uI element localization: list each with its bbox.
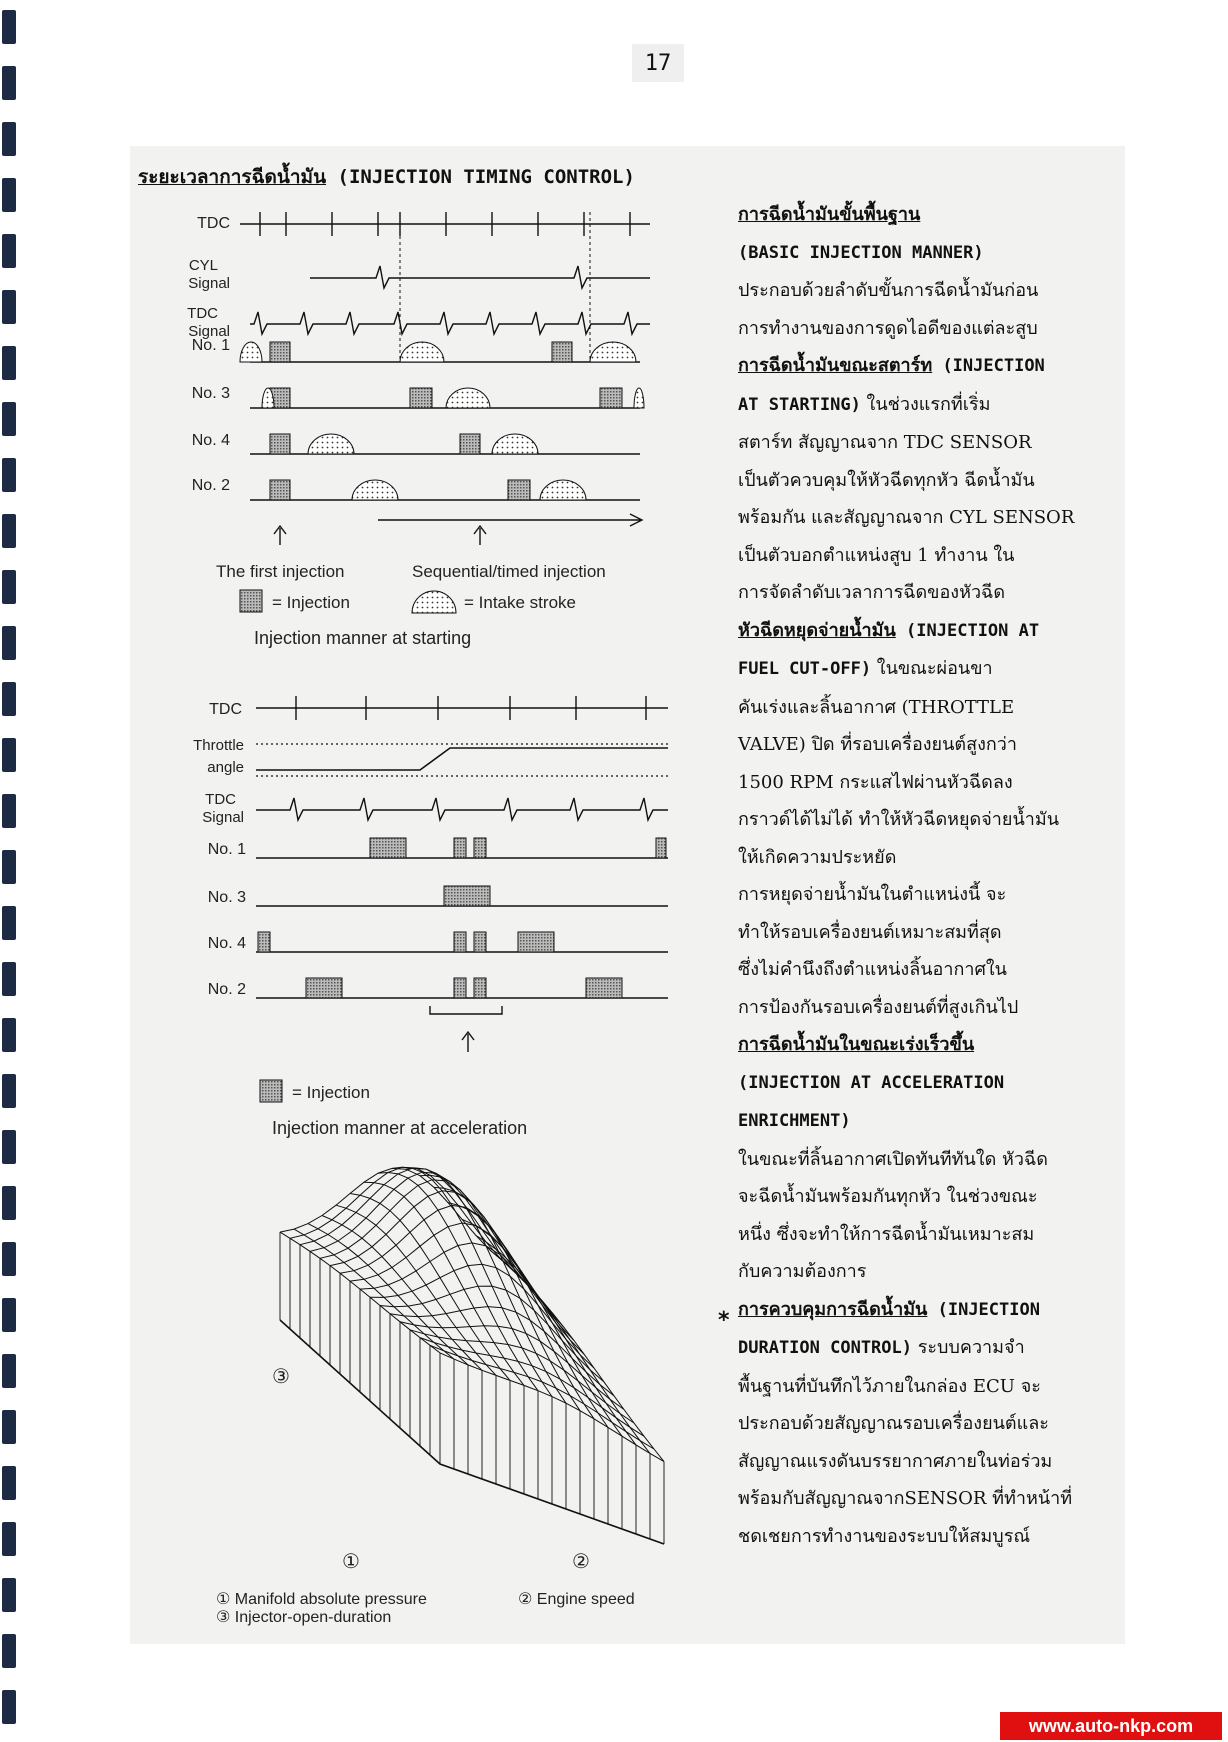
injection-pulse [474,932,486,952]
text-line [738,386,1118,425]
text-line [738,1368,1118,1406]
text-run: ระบบความจำ [912,1337,1025,1358]
subheading: หัวฉีดหยุดจ่ายน้ำมัน [738,619,896,641]
injection-pulse [586,978,622,998]
bracket [430,1006,502,1014]
row-label-tdc: TDC [197,215,230,232]
acceleration-caption: Injection manner at acceleration [272,1118,528,1138]
binding-ring [2,1130,16,1164]
text-line [738,1291,1118,1330]
text-line [738,499,1118,537]
text-run: ในขณะที่ลิ้นอากาศเปิดทันทีทันใด หัวฉีด [738,1148,1048,1170]
row-label-tdc-signal: Signal [188,323,230,340]
row-label-cylinder: No. 2 [207,981,246,998]
bullet-star: * [718,1308,730,1333]
binding-ring [2,1410,16,1444]
injection-pulse [518,932,554,952]
row-label-tdc2: TDC [187,305,218,322]
text-line [738,1480,1118,1518]
text-run: ในช่วงแรกที่เริ่ม [860,393,991,415]
map-grid-line [330,1191,554,1315]
binding-ring [2,1466,16,1500]
binding-ring [2,178,16,212]
injection-pulse [454,932,466,952]
binding-ring [2,1690,16,1724]
binding-ring [2,962,16,996]
binding-ring [2,850,16,884]
site-watermark: www.auto-nkp.com [1000,1712,1222,1740]
text-run: การป้องกันรอบเครื่องยนต์ที่สูงเกินไป [738,996,1019,1018]
injection-pulse [270,434,290,454]
text-run: เป็นตัวบอกตำแหน่งสูบ 1 ทำงาน ใน [738,544,1015,566]
text-line [738,537,1118,575]
binding-ring [2,626,16,660]
binding-ring [2,906,16,940]
up-arrow-icon [474,526,486,545]
text-run: DURATION CONTROL) [738,1338,912,1358]
injection-pulse [306,978,342,998]
text-run: หนึ่ง ซึ่งจะทำให้การฉีดน้ำมันเหมาะสม [738,1223,1035,1245]
text-run: (INJECTION [932,356,1045,376]
binding-ring [2,570,16,604]
injection-pulse [410,388,432,408]
subheading: การควบคุมการฉีดน้ำมัน [738,1298,928,1320]
intake-stroke [634,388,644,408]
starting-caption: Injection manner at starting [254,628,472,648]
binding-ring [2,290,16,324]
binding-ring [2,1186,16,1220]
text-line [738,1405,1118,1443]
injection-pulse [454,838,466,858]
row-label-cyl-signal: Signal [188,275,230,292]
text-line [738,1102,1118,1141]
text-run: (BASIC INJECTION MANNER) [738,242,984,263]
throttle-trace [256,748,668,770]
text-run: 1500 RPM กระแสไฟผ่านหัวฉีดลง [738,771,1013,793]
text-line [738,989,1118,1027]
text-run: ชดเชยการทำงานของระบบให้สมบูรณ์ [738,1525,1031,1547]
text-run: พื้นฐานที่บันทึกไว้ภายในกล่อง ECU จะ [738,1375,1041,1397]
text-run: พร้อมกับสัญญาณจากSENSOR ที่ทำหน้าที่ [738,1488,1073,1509]
text-line [738,764,1118,802]
legend-intake-swatch [412,591,456,613]
legend-intake-label: = Intake stroke [464,593,576,612]
text-line [738,574,1118,612]
text-line [738,196,1118,234]
heading-english: (INJECTION TIMING CONTROL) [337,166,635,188]
explanation-text [738,196,1118,1555]
text-run: AT STARTING) [738,394,861,415]
text-line [738,801,1118,839]
binding-ring [2,682,16,716]
binding-ring [2,10,16,44]
row-label-cylinder: No. 3 [191,385,230,402]
intake-stroke [308,434,354,454]
text-line [738,1141,1118,1179]
binding-ring [2,458,16,492]
row-label-tdc: TDC [209,701,242,718]
intake-stroke [400,342,444,362]
injection-pulse [656,838,666,858]
legend-injection-swatch-2 [260,1080,282,1102]
text-run: กราวด์ได้ไม่ได้ ทำให้หัวฉีดหยุดจ่ายน้ำมัน [738,809,1060,830]
text-run: คันเร่งและลิ้นอากาศ (THROTTLE [738,696,1015,718]
up-arrow-icon [274,526,286,545]
text-line [738,839,1118,877]
injection-pulse [444,886,490,906]
spiral-binding [0,0,30,1742]
binding-ring [2,1578,16,1612]
text-line [738,914,1118,952]
signal-trace [256,798,668,820]
text-line [738,310,1118,348]
text-run: VALVE) ปิด ที่รอบเครื่องยนต์สูงกว่า [738,734,1017,755]
intake-stroke [352,480,398,500]
intake-stroke [540,480,586,500]
injection-pulse [258,932,270,952]
text-run: ซึ่งไม่คำนึงถึงตำแหน่งลิ้นอากาศใน [738,959,1007,980]
injection-duration-map [280,1167,664,1544]
text-run: (INJECTION AT [895,620,1040,641]
injection-pulse [600,388,622,408]
binding-ring [2,1298,16,1332]
text-line [738,1253,1118,1291]
row-label-throttle: Throttle [193,737,244,754]
legend-manifold-pressure: ① Manifold absolute pressure [216,1591,427,1608]
intake-stroke [590,342,636,362]
text-line [738,1064,1118,1103]
marker-1: ① [342,1551,360,1573]
section-heading [138,162,635,192]
injection-pulse [508,480,530,500]
marker-2: ② [572,1551,590,1573]
injection-pulse [270,480,290,500]
text-run: กับความต้องการ [738,1261,867,1282]
text-run: จะฉีดน้ำมันพร้อมกันทุกหัว ในช่วงขณะ [738,1186,1038,1207]
binding-ring [2,1074,16,1108]
legend-injection-swatch [240,590,262,612]
text-line [738,726,1118,764]
up-arrow-icon [462,1032,474,1052]
binding-ring [2,1354,16,1388]
binding-ring [2,1242,16,1276]
text-run: การทำงานของการดูดไอดีของแต่ละสูบ [738,317,1038,339]
map-grid-line [504,1262,664,1462]
text-line [738,1518,1118,1556]
text-line [738,1443,1118,1481]
acceleration-diagram [193,696,668,1052]
text-run: ENRICHMENT) [738,1111,851,1131]
injection-pulse [370,838,406,858]
text-run: เป็นตัวควบคุมให้หัวฉีดทุกหัว ฉีดน้ำมัน [738,469,1035,491]
text-line [738,876,1118,914]
text-line [738,272,1118,310]
text-run: สัญญาณแรงดันบรรยากาศภายในท่อร่วม [738,1450,1053,1472]
signal-trace [310,266,650,288]
row-label-cylinder: No. 1 [191,337,230,354]
marker-3: ③ [272,1366,290,1388]
binding-ring [2,66,16,100]
map-grid-line [322,1216,482,1371]
binding-ring [2,346,16,380]
sequential-injection-label: Sequential/timed injection [412,562,606,581]
text-line [738,234,1118,273]
legend-injection-label-2: = Injection [292,1083,370,1102]
legend-engine-speed: ② Engine speed [518,1591,635,1608]
row-label-cylinder: No. 4 [191,432,230,449]
binding-ring [2,402,16,436]
legend-injector-duration: ③ Injector-open-duration [216,1609,392,1626]
legend-injection-label: = Injection [272,593,350,612]
binding-ring [2,738,16,772]
binding-ring [2,122,16,156]
text-run: ทำให้รอบเครื่องยนต์เหมาะสมที่สุด [738,921,1002,943]
binding-ring [2,1018,16,1052]
starting-diagram [187,212,650,545]
text-line [738,689,1118,727]
text-run: FUEL CUT-OFF) [738,659,872,679]
text-run: การจัดลำดับเวลาการฉีดของหัวฉีด [738,582,1006,603]
row-label-cylinder: No. 3 [207,889,246,906]
first-injection-label: The first injection [216,562,345,581]
text-run: (INJECTION AT ACCELERATION [738,1072,1005,1093]
binding-ring [2,794,16,828]
binding-ring [2,1634,16,1668]
text-line [738,424,1118,462]
text-run: ประกอบด้วยลำดับขั้นการฉีดน้ำมันก่อน [738,280,1039,301]
text-run: พร้อมกัน และสัญญาณจาก CYL SENSOR [738,507,1075,528]
subheading: การฉีดน้ำมันขั้นพื้นฐาน [738,204,921,225]
text-run: การหยุดจ่ายน้ำมันในตำแหน่งนี้ จะ [738,884,1007,905]
text-line [738,612,1118,651]
text-run: สตาร์ท สัญญาณจาก TDC SENSOR [738,432,1032,453]
text-line [738,1026,1118,1064]
map-grid-line [308,1224,468,1365]
map-grid-line [420,1175,580,1410]
injection-pulse [474,978,486,998]
row-label-angle: angle [207,759,244,776]
row-label-cyl: CYL [188,257,218,274]
text-line [738,951,1118,989]
intake-stroke [446,388,490,408]
map-base-edge [280,1320,664,1544]
row-label-cylinder: No. 1 [207,841,246,858]
subheading: การฉีดน้ำมันขณะสตาร์ท [738,355,933,376]
text-line [738,1216,1118,1254]
page-number: 17 [632,44,684,82]
intake-stroke [240,342,262,362]
map-grid-line [490,1250,650,1453]
text-line [738,1329,1118,1368]
injection-pulse [460,434,480,454]
text-line [738,347,1118,386]
binding-ring [2,1522,16,1556]
injection-pulse [270,342,290,362]
row-label-tdc2: TDC [205,791,236,808]
injection-pulse [474,838,486,858]
heading-thai: ระยะเวลาการฉีดน้ำมัน [138,166,327,188]
row-label-cylinder: No. 2 [191,477,230,494]
map-grid-line [434,1187,594,1418]
binding-ring [2,514,16,548]
injection-timing-diagrams [130,190,690,1650]
text-run: (INJECTION [927,1299,1040,1320]
subheading: การฉีดน้ำมันในขณะเร่งเร็วขึ้น [738,1034,975,1055]
row-label-cylinder: No. 4 [207,935,246,952]
text-run: ให้เกิดความประหยัด [738,846,897,868]
text-line [738,1178,1118,1216]
injection-pulse [454,978,466,998]
text-line [738,462,1118,500]
text-run: ในขณะผ่อนขา [871,658,993,679]
text-line [738,650,1118,689]
row-label-tdc-signal: Signal [202,809,244,826]
text-run: ประกอบด้วยสัญญาณรอบเครื่องยนต์และ [738,1413,1049,1434]
map-grid-line [400,1322,624,1410]
binding-ring [2,234,16,268]
right-arrow-icon [378,514,642,526]
intake-stroke [492,434,538,454]
injection-pulse [552,342,572,362]
